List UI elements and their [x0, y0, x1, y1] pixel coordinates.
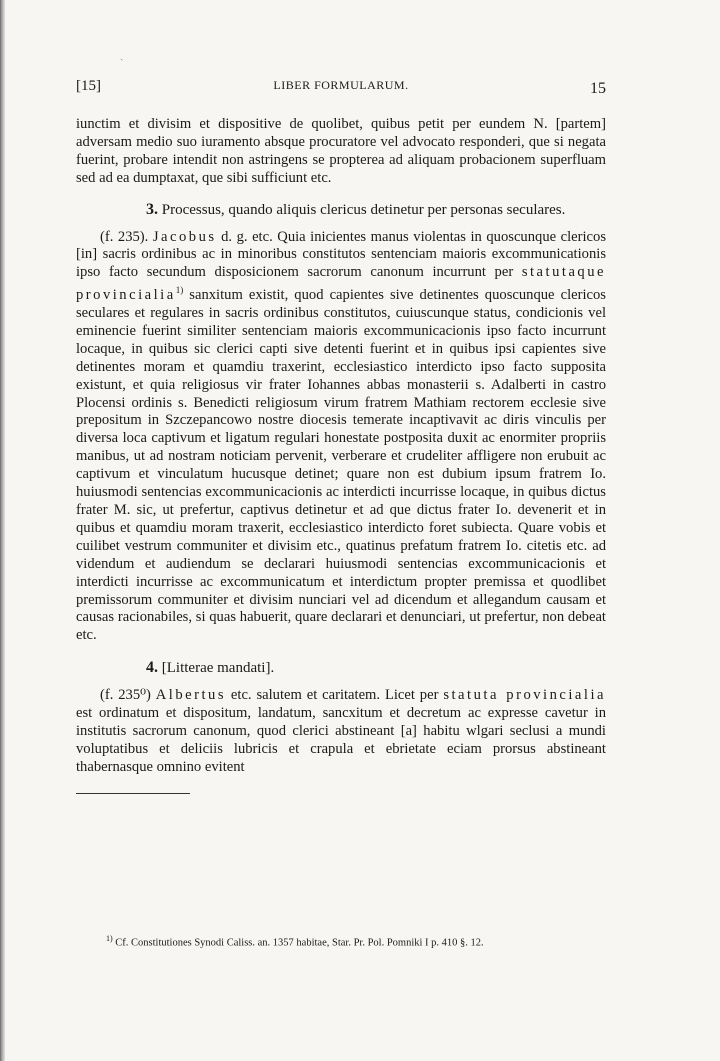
- section-3-title: Processus, quando aliquis clericus detinetur per personas seculares.: [161, 201, 566, 218]
- section-3-name: Jacobus: [152, 228, 217, 245]
- footnote-rule: [76, 793, 190, 794]
- section-3-text-a: d. g. etc. Quia inicientes manus violentas in quoscunque clericos [in] sacris ordinibus ac in minoribus constitutos sentenciam maioris excommunicationis ipso facto secundum disposicionem sacrorum canonum incurrunt per: [76, 228, 607, 281]
- header-title: LIBER FORMULARUM.: [273, 78, 409, 92]
- section-3-number: 3.: [146, 200, 158, 218]
- section-4-spaced: statuta provincialia: [443, 687, 607, 704]
- section-4-ref: (f. 235⁰): [100, 687, 151, 704]
- pencil-mark: ˎ: [120, 50, 124, 61]
- section-4-number: 4.: [146, 659, 158, 677]
- header-bracket-number: [15]: [76, 78, 101, 94]
- footnote-mark: 1): [106, 934, 113, 943]
- section-4-title: [Litterae mandati].: [161, 660, 275, 677]
- page-binding-edge: [0, 0, 5, 1061]
- section-3-spaced: statutaque provincialia: [76, 264, 606, 304]
- page-number: 15: [590, 80, 606, 97]
- section-4-name: Albertus: [155, 687, 227, 704]
- section-4-text-a: etc. salutem et caritatem. Licet per: [230, 687, 439, 704]
- section-4-heading: [76, 659, 606, 678]
- opening-paragraph: iunctim et divisim et dispositive de quolibet, quibus petit per eundem N. [partem] adversam medio suo iuramento absque procuratore vel advocato responderi, que si negata fuerint, probare intendit non astringens se propterea ad aliquam probacionem superfluam sed ad ea dumptaxat, que sibi sufficiunt etc.: [76, 116, 606, 186]
- running-header: [76, 72, 606, 98]
- section-3-paragraph: [76, 229, 606, 646]
- main-text: [76, 116, 606, 794]
- footnote: [76, 934, 606, 949]
- section-3-text-b: sanxitum existit, quod capientes sive detinentes quoscunque clericos seculares et regulares in sacris ordinibus constitutos, cuiuscunque status, condicionis vel eminencie fuerint similiter sentenciam maioris excommunicacionis ipso facto incurrunt locaque, in quibus sic clerici capti sive detenti fuerint et in quibus ipsi capientes sive detinentes moram et quamdiu traxerint, ecclesiastico interdicto ipso facto supposita existunt, et quia religiosus vir frater Iohannes abbas monasterii s. Adalberti in castro Plocensi ordinis s. Benedicti religiosum virum fratrem Mathiam rectorem ecclesie sive prepositum in Szczepancowo nostre diocesis temerate incaptivavit ac diris vinculis per diversa loca captivum et ligatum regulari honestate postposita duxit ac enormiter propriis manibus, ut ad nostram noticiam pervenit, verberare et crudeliter affligere non erubuit ac captivum et vinculatum hucusque detinet; quare non est dubium ipsum fratrem Io. huiusmodi sentencias excommunicacionis ac interdicti incurrisse locaque, in quibus dictus frater M. sic, ut prefertur, captivus detinetur et ad que dictus frater Io. devenerit et in quibus et quamdiu moram traxerit, ecclesiastico interdicto foret subiecta. Quare vobis et cuilibet vestrum communiter et divisim etc., quatinus prefatum fratrem Io. citetis etc. ad videndum et audiendum se declarari huiusmodi sentencias excommunicacionis et interdicti incurrisse ac excommunicatum et interdictum propter premissa et quodlibet premissorum communiter et divisim nunciari vel ad dicendum et allegandum causam et causas racionabiles, si quas habuerit, quare declarari et denunciari, ut prefertur, non debeat etc.: [76, 287, 606, 644]
- section-4-paragraph: [76, 687, 606, 777]
- section-3-ref: (f. 235).: [100, 228, 149, 245]
- section-4-text-b: est ordinatum et dispositum, landatum, sancxitum et decretum ac expresse cavetur in institutis sacrorum canonum, quod clerici abstineant [a] habitu wlgari seclusi a mundi voluptatibus et deliciis lubricis et crapula et ebrietate eciam prorsus abstineant thabernasque omnino evitent: [76, 705, 606, 775]
- document-page: [76, 72, 607, 949]
- footnote-text: Cf. Constitutiones Synodi Caliss. an. 1357 habitae, Star. Pr. Pol. Pomniki I p. 410 §. 12.: [115, 937, 484, 949]
- section-3-heading: [76, 201, 606, 220]
- footnote-reference: 1): [175, 285, 184, 296]
